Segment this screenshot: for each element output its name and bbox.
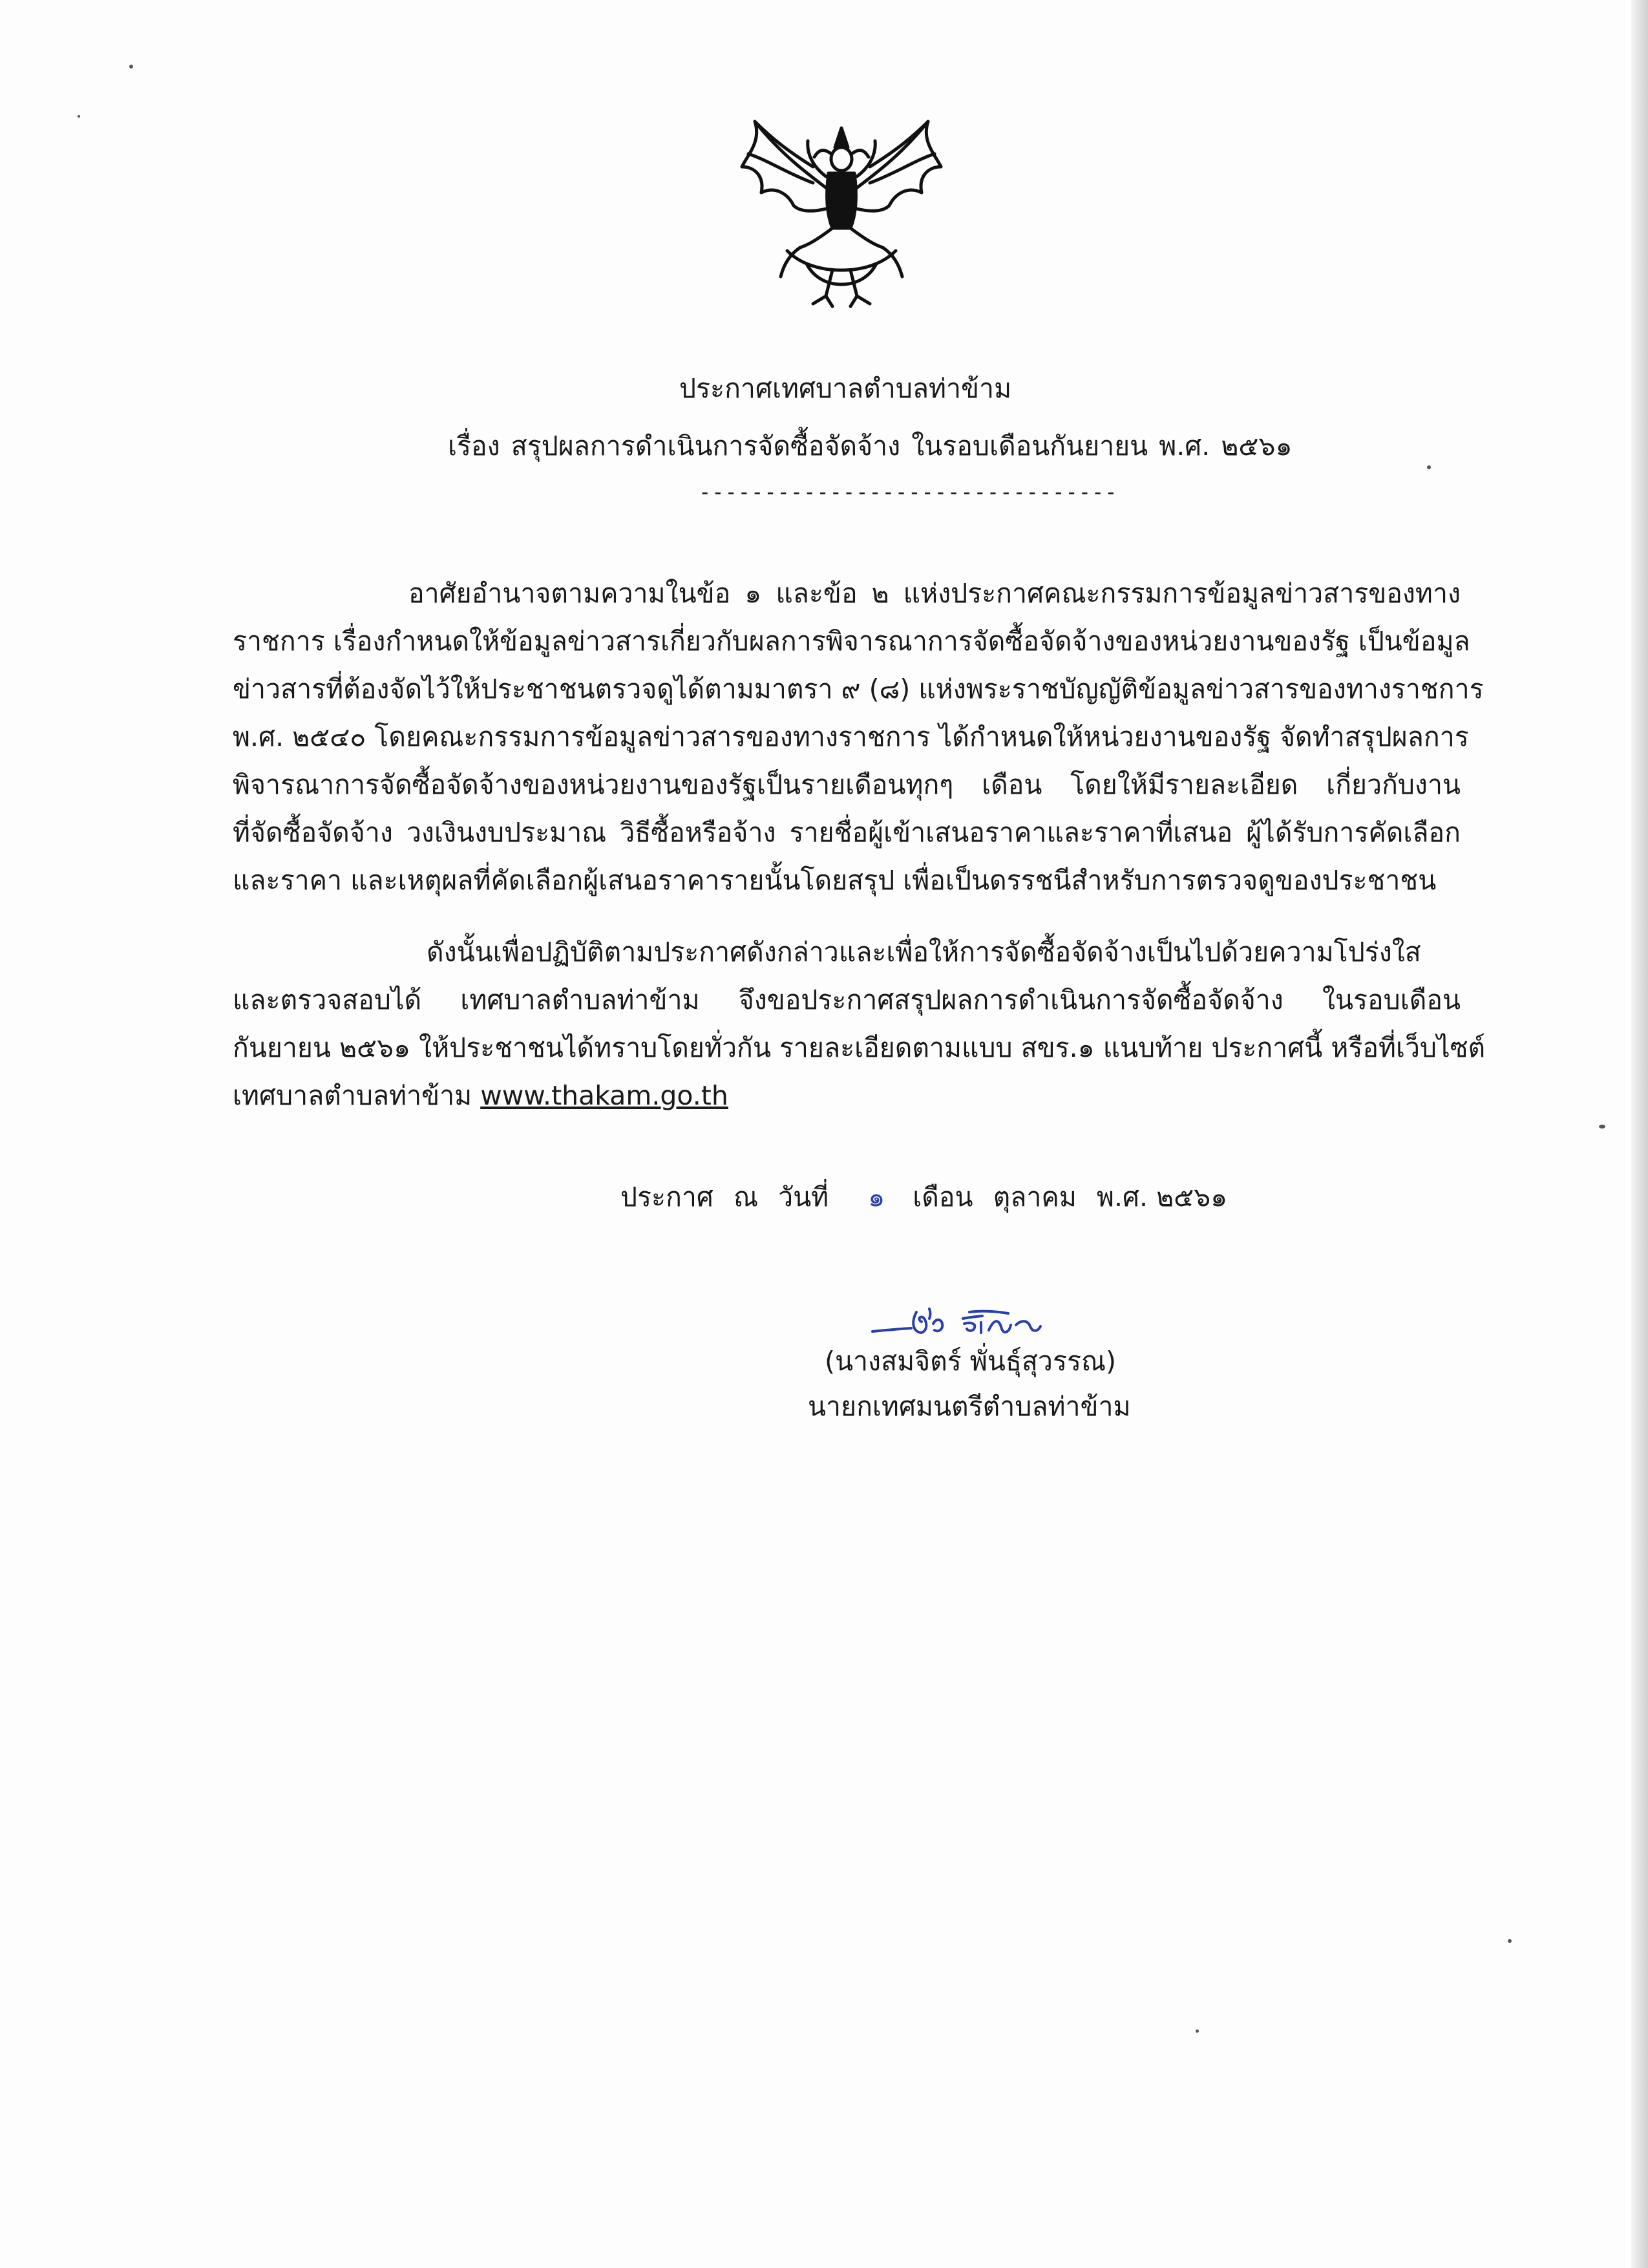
paragraph-announcement bbox=[233, 928, 1486, 1119]
scan-speck bbox=[1427, 465, 1431, 469]
dateline-day-label: วันที่ bbox=[778, 1182, 829, 1213]
scan-speck bbox=[129, 65, 133, 69]
scan-speck bbox=[1599, 1125, 1605, 1129]
scan-speck bbox=[1196, 2030, 1199, 2033]
title-separator: -------------------------------- bbox=[699, 480, 1118, 504]
signer-name: (นางสมจิตร์ พั่นธุ์สุวรรณ) bbox=[825, 1346, 1117, 1377]
dateline-month-label: เดือน bbox=[913, 1182, 973, 1213]
announcement-title: ประกาศเทศบาลตำบลท่าข้าม bbox=[679, 373, 1012, 404]
signer-title: นายกเทศมนตรีตำบลท่าข้าม bbox=[808, 1391, 1131, 1422]
garuda-emblem-icon bbox=[735, 115, 947, 310]
paragraph-line: พิจารณาการจัดซื้อจัดจ้างของหน่วยงานของรัฐเป็นรายเดือนทุกๆ เดือน โดยให้มีรายละเอียด เกี่ยวกับงาน bbox=[233, 769, 1461, 800]
paragraph-line: อาศัยอำนาจตามความในข้อ ๑ และข้อ ๒ แห่งประกาศคณะกรรมการข้อมูลข่าวสารของทาง bbox=[408, 578, 1461, 609]
dateline-month: ตุลาคม bbox=[993, 1182, 1077, 1213]
dateline-prefix: ประกาศ bbox=[620, 1182, 713, 1213]
paragraph-line: ที่จัดซื้อจัดจ้าง วงเงินงบประมาณ วิธีซื้อหรือจ้าง รายชื่อผู้เข้าเสนอราคาและราคาที่เสนอ ผู้ได้รับการคัดเลือก bbox=[233, 817, 1461, 848]
paragraph-line: และราคา และเหตุผลที่คัดเลือกผู้เสนอราคารายนั้นโดยสรุป เพื่อเป็นดรรชนีสำหรับการตรวจดูของประชาชน bbox=[233, 865, 1437, 896]
paragraph-line: พ.ศ. ๒๕๔๐ โดยคณะกรรมการข้อมูลข่าวสารของทางราชการ ได้กำหนดให้หน่วยงานของรัฐ จัดทำสรุปผลการ bbox=[233, 721, 1469, 752]
website-link[interactable]: www.thakam.go.th bbox=[480, 1080, 728, 1111]
dateline-at: ณ bbox=[734, 1182, 759, 1213]
scan-speck bbox=[1508, 1939, 1512, 1943]
paragraph-line: ดังนั้นเพื่อปฏิบัติตามประกาศดังกล่าวและเพื่อให้การจัดซื้อจัดจ้างเป็นไปด้วยความโปร่งใส bbox=[427, 937, 1421, 968]
scan-edge-shadow bbox=[1631, 0, 1648, 2268]
paragraph-line: และตรวจสอบได้ เทศบาลตำบลท่าข้าม จึงขอประกาศสรุปผลการดำเนินการจัดซื้อจัดจ้าง ในรอบเดือน bbox=[233, 984, 1461, 1015]
paragraph-line: ราชการ เรื่องกำหนดให้ข้อมูลข่าวสารเกี่ยวกับผลการพิจารณาการจัดซื้อจัดจ้างของหน่วยงานของรัฐ เป็นข้อมูล bbox=[233, 626, 1470, 657]
dateline-day: ๑ bbox=[868, 1182, 885, 1213]
announcement-subject: เรื่อง สรุปผลการดำเนินการจัดซื้อจัดจ้าง ในรอบเดือนกันยายน พ.ศ. ๒๕๖๑ bbox=[448, 430, 1293, 461]
scan-speck bbox=[78, 115, 80, 118]
paragraph-line-with-link bbox=[233, 1072, 1461, 1119]
paragraph-authority bbox=[233, 569, 1484, 904]
paragraph-line: กันยายน ๒๕๖๑ ให้ประชาชนได้ทราบโดยทั่วกัน รายละเอียดตามแบบ สขร.๑ แนบท้าย ประกาศนี้ หรือที่เว็บไซต์ bbox=[233, 1032, 1486, 1063]
paragraph-line-prefix: เทศบาลตำบลท่าข้าม bbox=[233, 1080, 472, 1111]
paragraph-line: ข่าวสารที่ต้องจัดไว้ให้ประชาชนตรวจดูได้ตามมาตรา ๙ (๘) แห่งพระราชบัญญัติข้อมูลข่าวสารของทางราชการ bbox=[233, 673, 1484, 705]
announcement-dateline bbox=[620, 1178, 1239, 1216]
dateline-year: พ.ศ. ๒๕๖๑ bbox=[1096, 1182, 1228, 1213]
